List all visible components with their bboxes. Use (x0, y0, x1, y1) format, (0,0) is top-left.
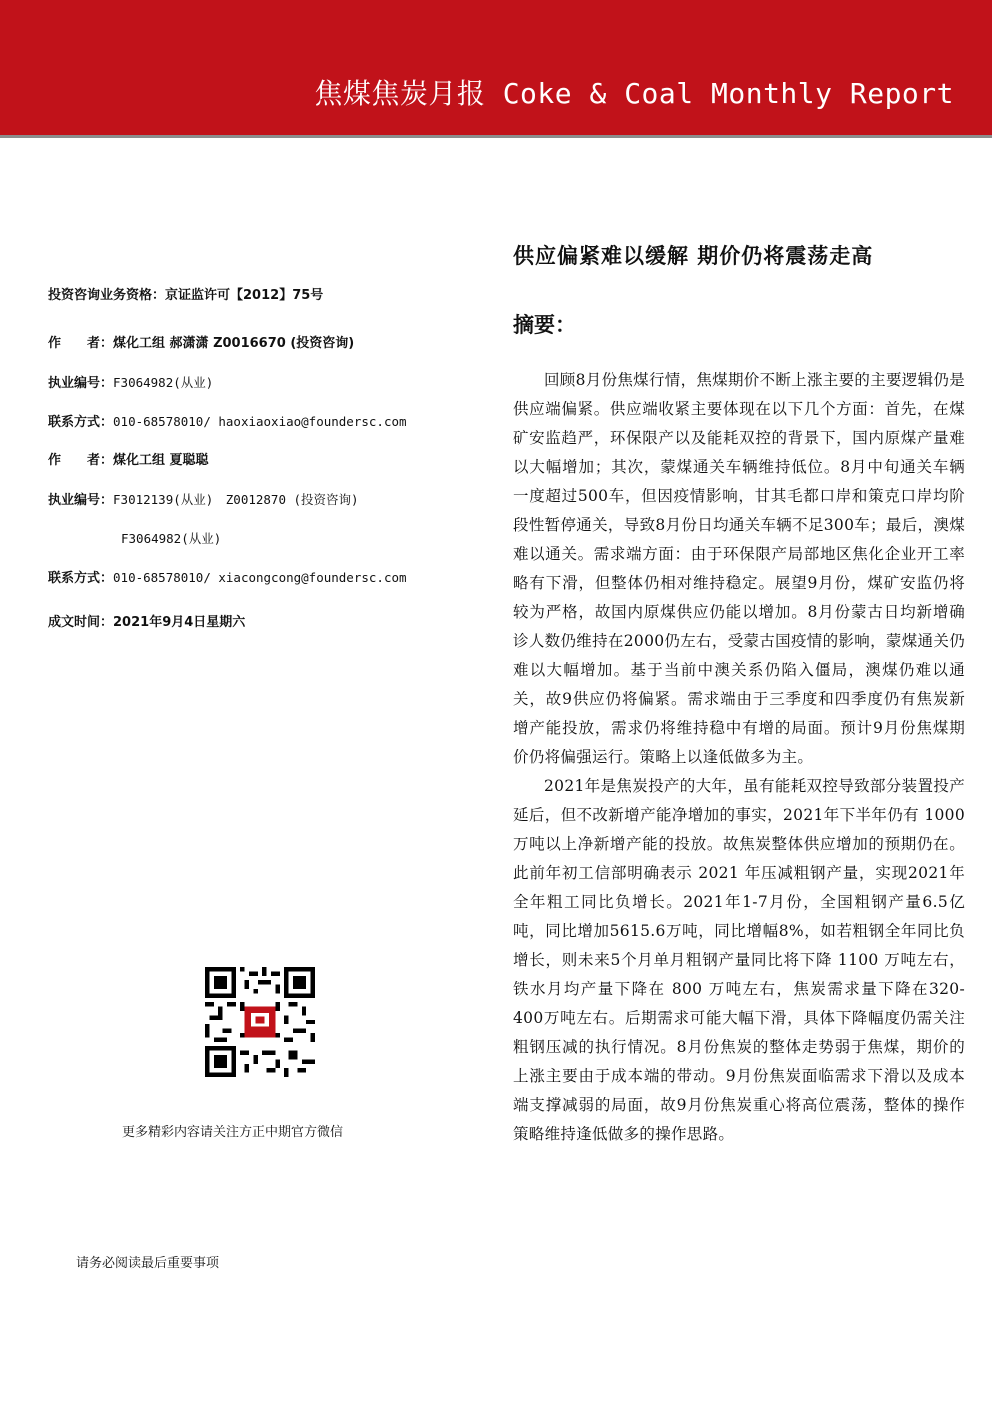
article-headline: 供应偏紧难以缓解 期价仍将震荡走高 (513, 244, 874, 268)
license2b-value: F3064982(从业) (121, 531, 222, 546)
date-value: 2021年9月4日星期六 (113, 615, 246, 630)
qualification-row (48, 288, 323, 304)
contact2-value[interactable]: 010-68578010/ xiacongcong@foundersc.com (113, 570, 407, 585)
author2-row (48, 453, 209, 469)
qr-caption: 更多精彩内容请关注方正中期官方微信 (122, 1125, 344, 1140)
license1-row (48, 375, 213, 392)
author1-value: 煤化工组 郝潇潇 Z0016670 (投资咨询) (113, 336, 355, 351)
abstract-paragraph: 2021年是焦炭投产的大年，虽有能耗双控导致部分装置投产延后，但不改新增产能净增加的事实，2021年下半年仍有 1000 万吨以上净新增产能的投放。故焦炭整体供应增加的预期仍在。此前年初工信部明确表示 2021 年压减粗钢产量，实现2021年全年粗工同比负增长。2021年1-7月份，全国粗钢产量6.5亿吨，同比增加5615.6万吨，同比增幅8%，如若粗钢全年同比负增长，则未来5个月单月粗钢产量同比将下降 1100 万吨左右，铁水月均产量下降在 800 万吨左右，焦炭需求量下降在320-400万吨左右。后期需求可能大幅下滑，具体下降幅度仍需关注粗钢压减的执行情况。8月份焦炭的整体走势弱于焦煤，期价的上涨主要由于成本端的带动。9月份焦炭面临需求下滑以及成本端支撑减弱的局面，故9月份焦炭重心将高位震荡，整体的操作策略维持逢低做多的操作思路。 (513, 777, 965, 1143)
date-row (48, 615, 245, 631)
qualification-label: 投资咨询业务资格： (48, 288, 166, 303)
author1-label: 作 者： (48, 336, 114, 351)
license2b-row (121, 531, 221, 548)
author2-value: 煤化工组 夏聪聪 (113, 453, 209, 468)
license1-value: F3064982(从业) (113, 375, 214, 390)
abstract-body (513, 366, 965, 1149)
contact1-row (48, 414, 407, 431)
contact1-label: 联系方式： (48, 415, 114, 430)
contact1-value[interactable]: 010-68578010/ haoxiaoxiao@foundersc.com (113, 414, 407, 429)
qualification-value: 京证监许可【2012】75号 (165, 288, 324, 303)
license2-label: 执业编号： (48, 493, 114, 508)
license2-row (48, 492, 359, 509)
abstract-label: 摘要： (513, 313, 576, 337)
contact2-row (48, 570, 407, 587)
license1-label: 执业编号： (48, 376, 114, 391)
author2-label: 作 者： (48, 453, 114, 468)
report-banner (0, 0, 992, 138)
abstract-paragraph: 回顾8月份焦煤行情，焦煤期价不断上涨主要的主要逻辑仍是供应端偏紧。供应端收紧主要体现在以下几个方面：首先，在煤矿安监趋严，环保限产以及能耗双控的背景下，国内原煤产量难以大幅增加；其次，蒙煤通关车辆维持低位。8月中旬通关车辆一度超过500车，但因疫情影响，甘其毛都口岸和策克口岸均阶段性暂停通关，导致8月份日均通关车辆不足300车；最后，澳煤难以通关。需求端方面：由于环保限产局部地区焦化企业开工率略有下滑，但整体仍相对维持稳定。展望9月份，煤矿安监仍将较为严格，故国内原煤供应仍能以增加。8月份蒙古日均新增确诊人数仍维持在2000仍左右，受蒙古国疫情的影响，蒙煤通关仍难以大幅增加。基于当前中澳关系仍陷入僵局，澳煤仍难以通关，故9供应仍将偏紧。需求端由于三季度和四季度仍有焦炭新增产能投放，需求仍将维持稳中有增的局面。预计9月份焦煤期价仍将偏强运行。策略上以逢低做多为主。 (513, 371, 965, 766)
date-label: 成文时间： (48, 615, 114, 630)
footer-note: 请务必阅读最后重要事项 (76, 1256, 220, 1271)
license2-value: F3012139(从业) Z0012870 (投资咨询) (113, 492, 359, 507)
author1-row (48, 336, 354, 352)
wechat-qr-code[interactable] (205, 967, 315, 1077)
contact2-label: 联系方式： (48, 571, 114, 586)
report-title: 焦煤焦炭月报 Coke & Coal Monthly Report (314, 77, 954, 110)
